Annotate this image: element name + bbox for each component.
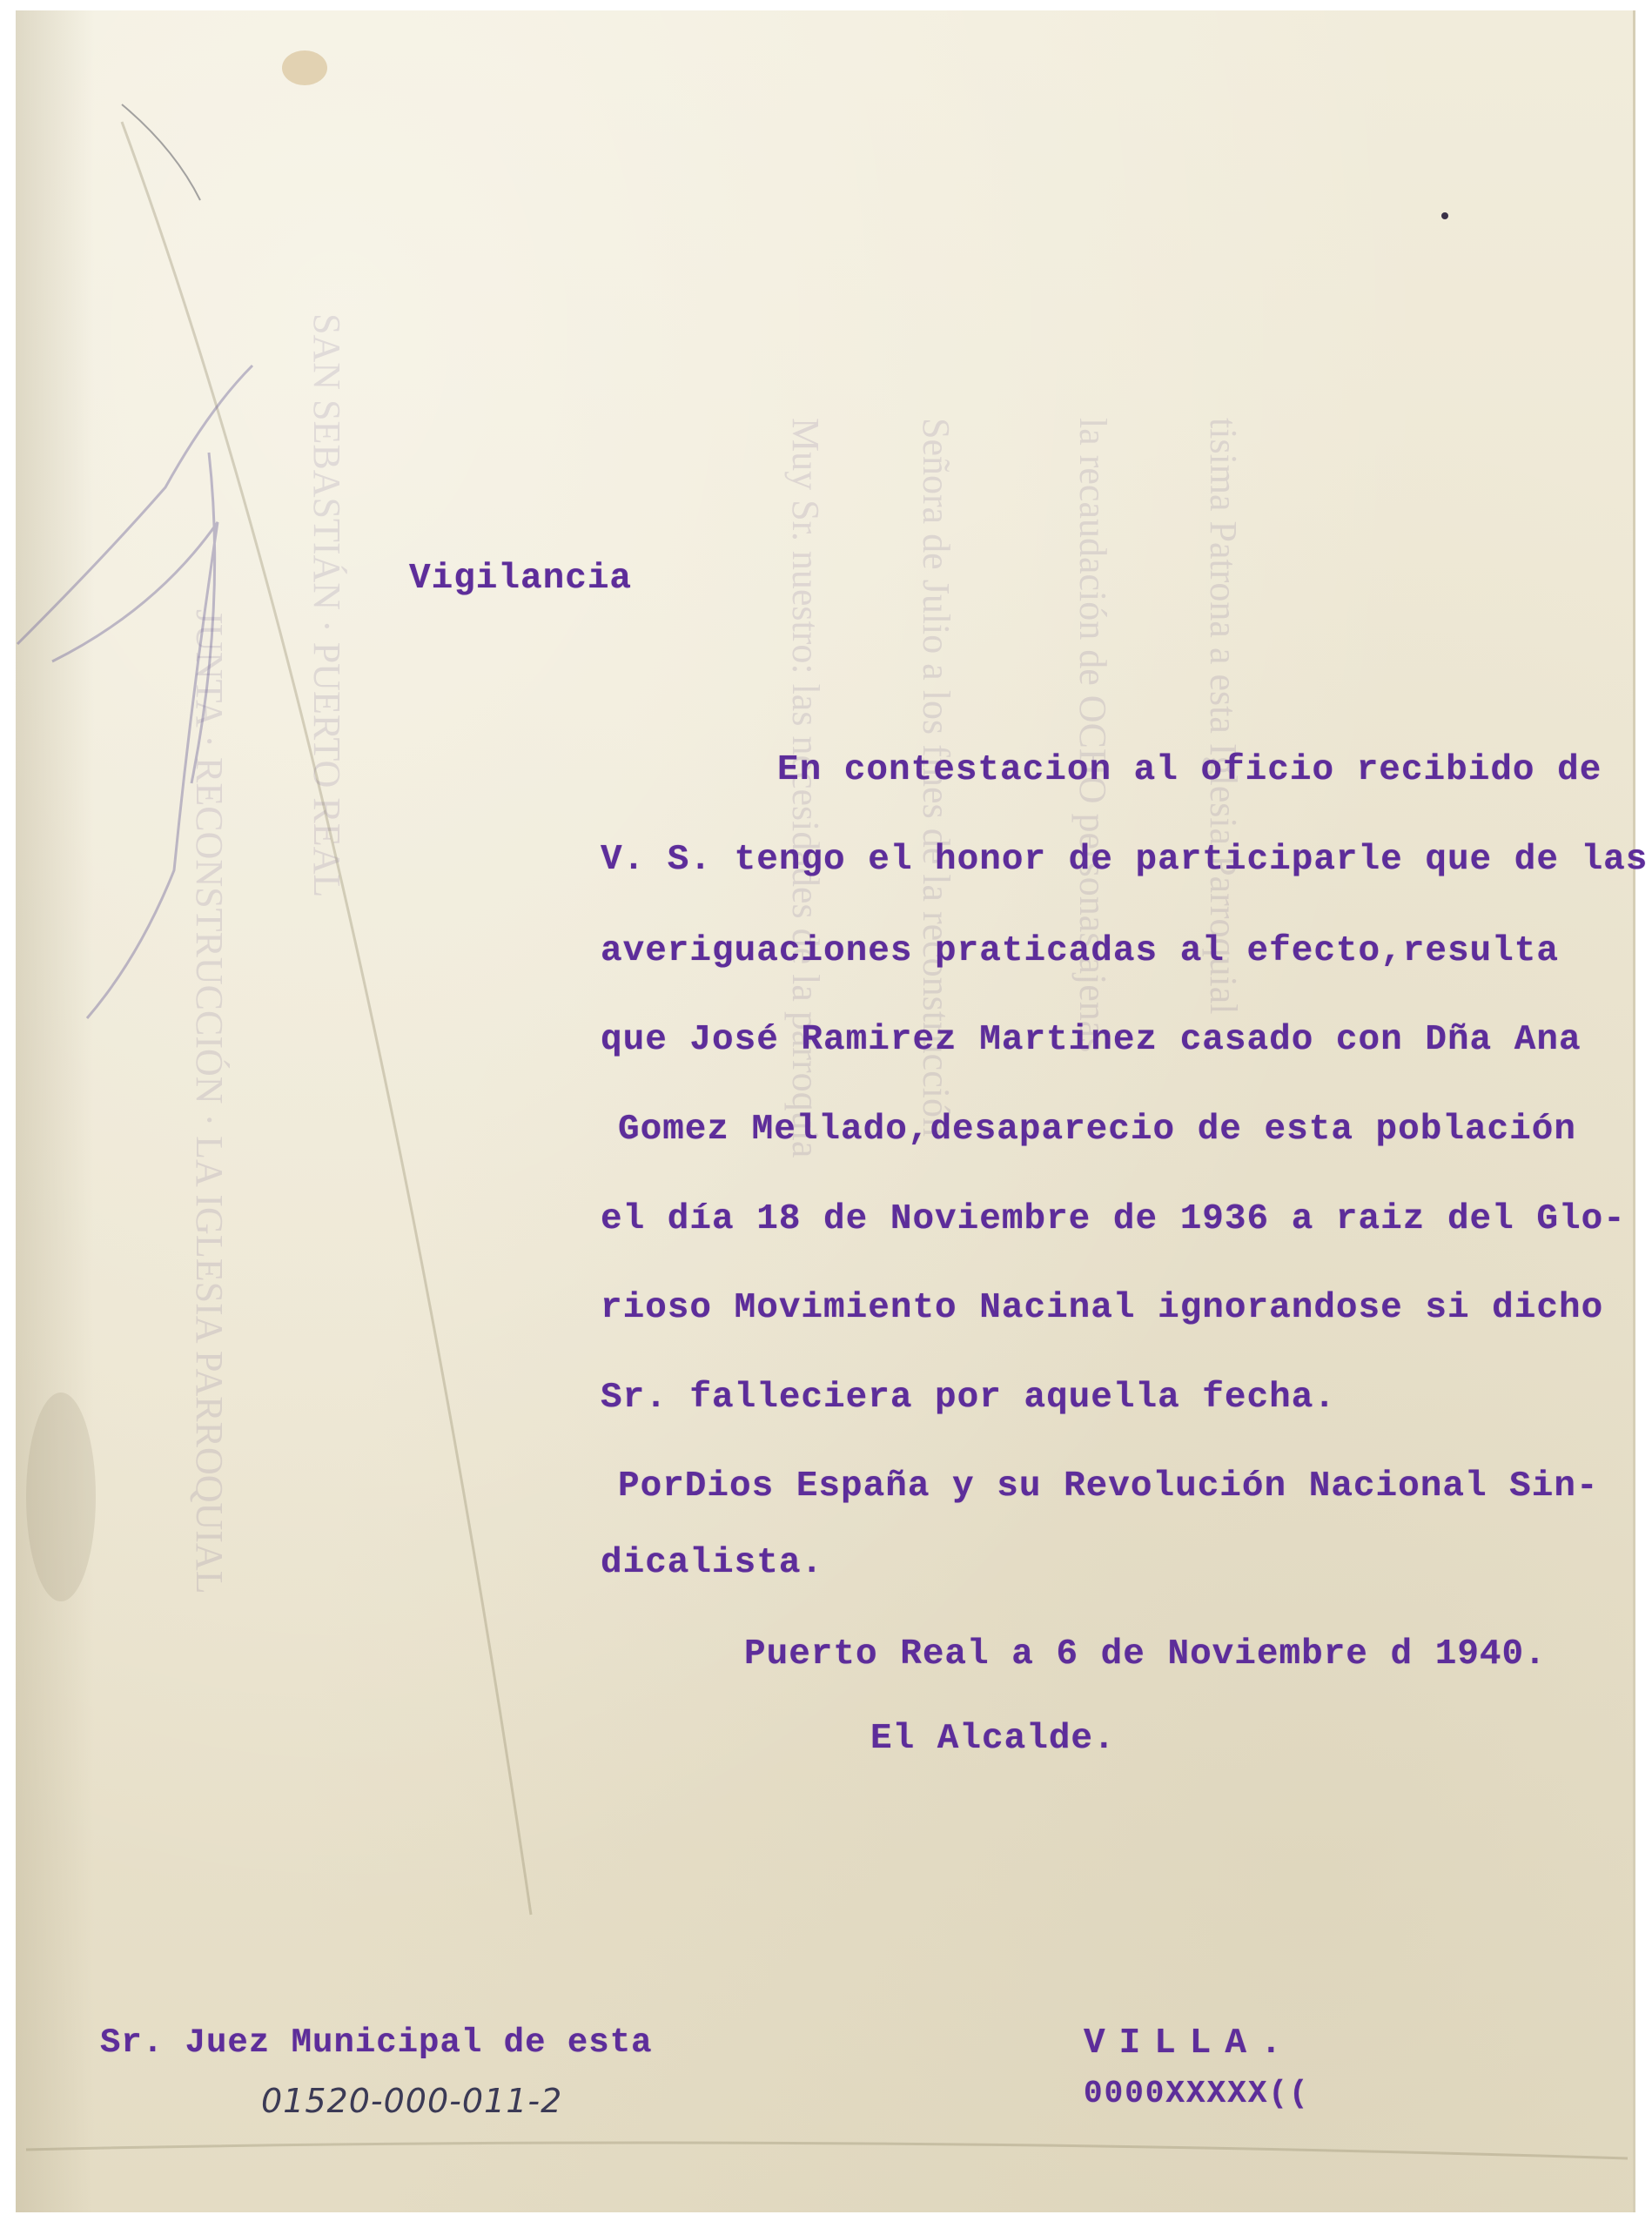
bleed-through-text-1: JUNTA · RECONSTRUCCIÓN · LA IGLESIA PARROQUIAL: [188, 609, 231, 1594]
typed-marks: 0000XXXXX((: [1084, 2076, 1310, 2111]
body-line-6: el día 18 de Noviembre de 1936 a raiz del Glo-: [601, 1199, 1626, 1239]
archive-reference: 01520-000-011-2: [261, 2082, 563, 2120]
body-line-5: Gomez Mellado,desaparecio de esta población: [618, 1110, 1576, 1150]
bleed-through-text-5: la recaudación de OCHO personas ajenas: [1071, 418, 1114, 1053]
addressee: Sr. Juez Municipal de esta: [100, 2023, 653, 2062]
stain-bottom-left: [26, 1392, 96, 1601]
stain-top-left: [282, 50, 327, 85]
bleed-through-text-6: tisima Patrona a esta Iglesia Parroquial: [1202, 418, 1245, 1015]
body-line-2: V. S. tengo el honor de participarle que de las: [601, 840, 1649, 880]
body-line-3: averiguaciones praticadas al efecto,resulta: [601, 931, 1559, 971]
body-line-1: En contestacion al oficio recibido de: [777, 750, 1602, 790]
place-date: Puerto Real a 6 de Noviembre d 1940.: [744, 1634, 1547, 1674]
body-line-8: Sr. falleciera por aquella fecha.: [601, 1378, 1336, 1418]
addressee-villa: VILLA.: [1084, 2023, 1296, 2064]
body-line-4: que José Ramirez Martinez casado con Dña Ana: [601, 1020, 1581, 1060]
bleed-through-text-2: SAN SEBASTIÁN · PUERTO REAL: [306, 313, 348, 898]
signatory: El Alcalde.: [870, 1719, 1116, 1759]
body-line-7: rioso Movimiento Nacinal ignorandose si dicho: [601, 1288, 1604, 1328]
bleed-through-text-3: Muy Sr. nuestro: las necesidades de la parroquia: [784, 418, 827, 1158]
closing-line-1: PorDios España y su Revolución Nacional Sin-: [618, 1466, 1599, 1507]
fold-crease-bottom: [26, 2143, 1628, 2158]
bleed-through-text-4: Señora de Julio a los fines de la reconstrucción: [915, 418, 957, 1137]
closing-line-2: dicalista.: [601, 1543, 824, 1583]
ink-dot: [1441, 212, 1448, 219]
letter-heading: Vigilancia: [409, 559, 633, 599]
